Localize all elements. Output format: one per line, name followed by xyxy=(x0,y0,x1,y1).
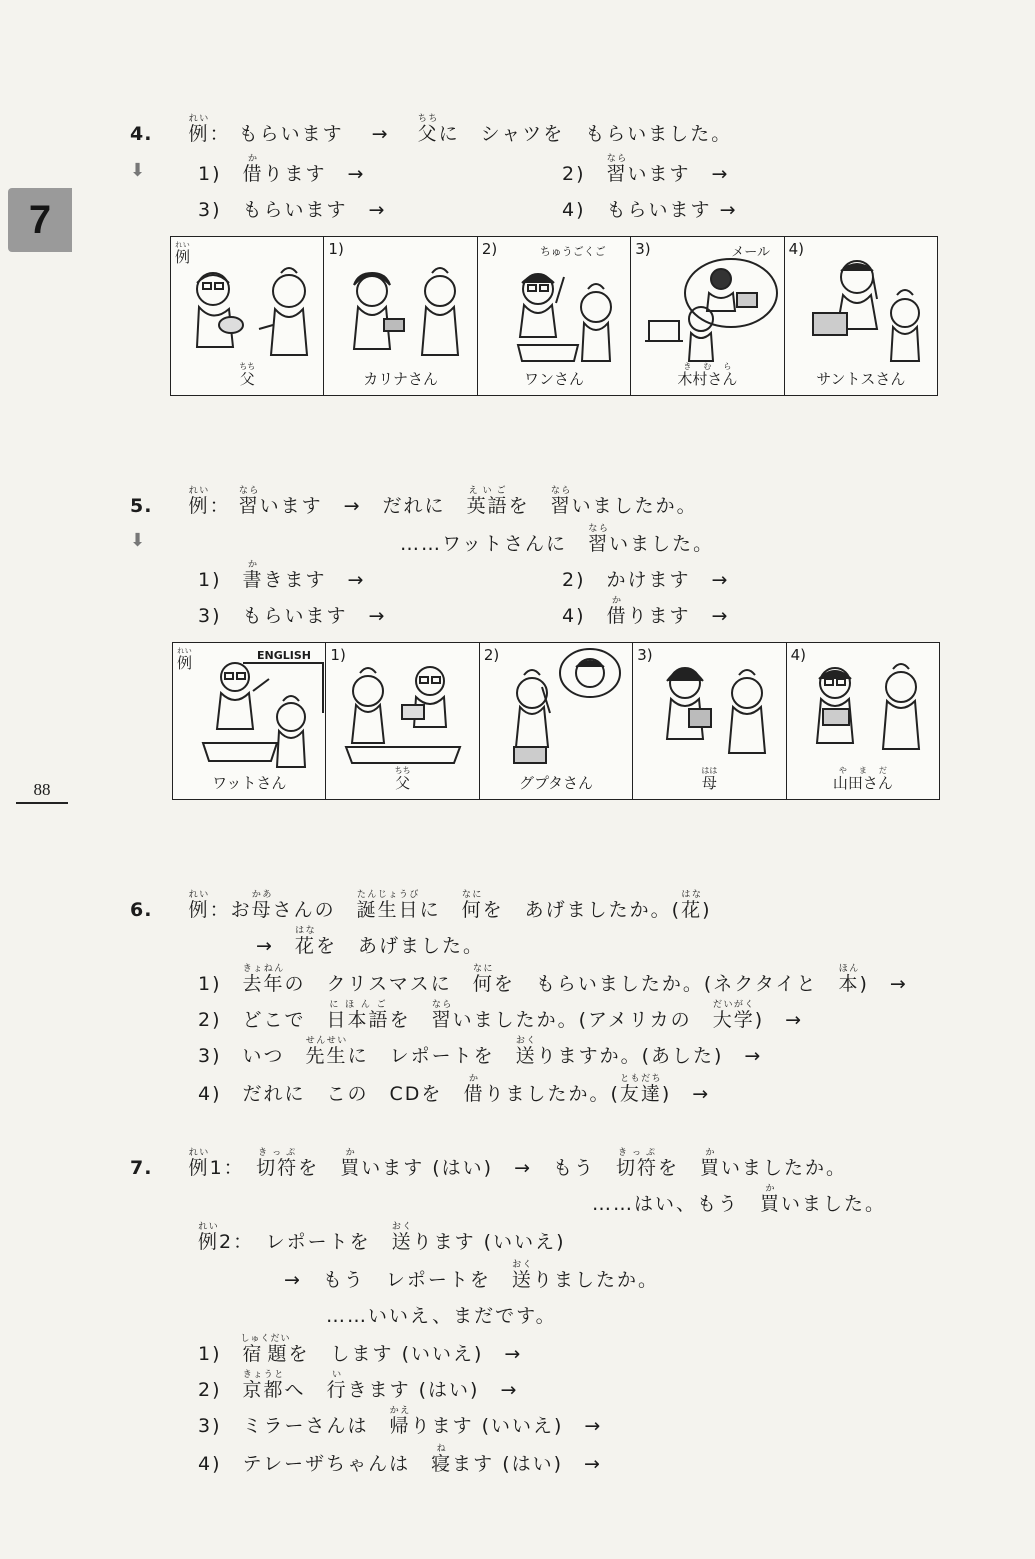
santos-phone-call-illustration xyxy=(785,237,937,367)
karina-gives-book-illustration xyxy=(324,237,476,367)
ruby-word: 買か xyxy=(340,1148,362,1179)
ex5-panel-4-caption: 山田さんやまだ xyxy=(832,766,893,792)
ex5-panel-1: 1) 父ちち xyxy=(326,643,479,799)
ex4-panel-1: 1) カリナさん xyxy=(324,237,477,395)
ex5-item-4: 4) 借かります → xyxy=(562,596,730,627)
text-run: ) → xyxy=(754,1009,804,1031)
wang-teaching-illustration xyxy=(478,237,630,367)
ruby-word: 花はな xyxy=(294,926,316,957)
chapter-tab: 7 xyxy=(8,188,72,252)
text-run: ……いいえ、まだです。 xyxy=(326,1305,557,1327)
kimura-sends-email-illustration xyxy=(631,237,783,367)
ex5-panel-example-caption: ワットさん xyxy=(212,774,287,792)
ex4-example-label: 例れい xyxy=(188,114,210,145)
ruby-word: 誕生日たんじょうび xyxy=(356,890,420,921)
text-run: → xyxy=(256,935,295,957)
text-run: ： xyxy=(209,899,231,921)
ex4-panel-4: 4) サントスさん xyxy=(785,237,937,395)
ex4-panel-4-caption: サントスさん xyxy=(816,370,906,388)
text-run: 2： レポートを xyxy=(219,1231,392,1253)
ex5-item-3: 3) もらいます → xyxy=(198,605,387,627)
text-run: の クリスマスに xyxy=(284,973,473,995)
text-run: を あげましたか。( xyxy=(482,899,682,921)
ex4-panel-3: 3) メール 木村さんきむら xyxy=(631,237,784,395)
ruby-word: 京都きょうと xyxy=(242,1370,285,1401)
ex4-example-answer: に シャツを もらいました。 xyxy=(438,123,733,145)
email-label: メール xyxy=(731,245,770,260)
ruby-word: 寝ね xyxy=(431,1444,453,1475)
ruby-word: 行い xyxy=(326,1370,348,1401)
ex4-number: 4. xyxy=(130,123,153,145)
text-run: へ xyxy=(284,1379,327,1401)
text-run: ……はい、もう xyxy=(592,1193,761,1215)
page-number: 88 xyxy=(16,778,68,804)
ex7-example1-line: 7. 例れい1： 切符きっぷを 買かいます (はい) → もう 切符きっぷを 買かいましたか。 xyxy=(130,1148,848,1179)
ruby-word: 宿題しゅくだい xyxy=(240,1334,291,1365)
father-writing-illustration xyxy=(326,643,478,773)
ruby-word: 送おく xyxy=(515,1036,537,1067)
text-run: りますか。(あした) → xyxy=(536,1045,763,1067)
ex4-picture-strip xyxy=(170,236,938,396)
ex4-item-4: 4) もらいます → xyxy=(562,199,738,221)
text-run: きます (はい) → xyxy=(347,1379,519,1401)
ex4-panel-example: 例れい 父ちち xyxy=(171,237,324,395)
ex4-panel-3-caption: 木村さんきむら xyxy=(677,362,738,388)
ex5-panel-4: 4) 山田さんやまだ xyxy=(787,643,939,799)
text-run: りましたか。 xyxy=(532,1269,659,1291)
text-run: りましたか。( xyxy=(484,1083,620,1105)
text-run: だれに この CDを xyxy=(242,1083,464,1105)
ex4-panel-example-caption: 父ちち xyxy=(239,362,256,388)
ruby-word: 何なに xyxy=(472,964,494,995)
text-run: ます (はい) → xyxy=(452,1453,602,1475)
text-run: いましたか。(アメリカの xyxy=(452,1009,713,1031)
yamada-lends-book-illustration xyxy=(787,643,939,773)
ruby-word: 大学だいがく xyxy=(712,1000,755,1031)
ex4-panel-1-caption: カリナさん xyxy=(363,370,438,388)
ruby-word: 送おく xyxy=(511,1260,533,1291)
text-run: さんの xyxy=(272,899,357,921)
ex6-item-3: 3) いつ 先生せんせいに レポートを 送おくりますか。(あした) → xyxy=(198,1036,763,1067)
ruby-word: 何なに xyxy=(461,890,483,921)
text-run: ります (いいえ) → xyxy=(410,1415,603,1437)
ex4-item-2: 2) 習ならいます → xyxy=(562,154,730,185)
ex5-panel-example: 例れい ENGLISH ワットさん xyxy=(173,643,326,799)
ruby-word: 日本語にほんご xyxy=(326,1000,390,1031)
ex5-panel-1-caption: 父ちち xyxy=(394,766,411,792)
ex5-panel-2-caption: グプタさん xyxy=(519,774,593,792)
ex4-item-3: 3) もらいます → xyxy=(198,199,387,221)
ex5-item-1: 1) 書かきます → xyxy=(198,560,366,591)
ruby-word: 例れい xyxy=(198,1222,220,1253)
ex4-example-verb: もらいます xyxy=(238,123,344,145)
ex4-example-line: 4. 例れい： もらいます → 父ちちに シャツを もらいました。 xyxy=(130,114,733,145)
watt-teaching-english-illustration xyxy=(173,643,325,773)
down-arrow-icon: ⬇ xyxy=(130,530,146,551)
ex5-panel-3-caption: 母はは xyxy=(701,766,718,792)
text-run: どこで xyxy=(242,1009,327,1031)
text-run: を xyxy=(658,1157,701,1179)
text-run: を xyxy=(389,1009,432,1031)
ex4-panel-2: 2) ちゅうごくご ワンさん xyxy=(478,237,631,395)
ex7-item-3: 3) ミラーさんは 帰かえります (いいえ) → xyxy=(198,1406,603,1437)
ex7-item-4: 4) テレーザちゃんは 寝ねます (はい) → xyxy=(198,1444,602,1475)
text-run: お xyxy=(230,899,252,921)
ruby-word: 本ほん xyxy=(838,964,860,995)
text-run: → もう レポートを xyxy=(284,1269,512,1291)
text-run: いつ xyxy=(242,1045,306,1067)
ruby-word: 去年きょねん xyxy=(242,964,285,995)
ruby-word: 先生せんせい xyxy=(305,1036,348,1067)
text-run: ) → xyxy=(661,1083,711,1105)
text-run: ) xyxy=(702,899,712,921)
text-run: います (はい) → もう xyxy=(361,1157,616,1179)
text-run: ります (いいえ) xyxy=(412,1231,566,1253)
ruby-word: 友達ともだち xyxy=(619,1074,662,1105)
ex6-example-line: 6. 例れい：お母かあさんの 誕生日たんじょうびに 何なにを あげましたか。(花はな) xyxy=(130,890,712,921)
ex7-item-1: 1) 宿題しゅくだいを します (いいえ) → xyxy=(198,1334,523,1365)
text-run: テレーザちゃんは xyxy=(242,1453,432,1475)
text-run: 1： xyxy=(209,1157,257,1179)
ex4-panel-2-caption: ワンさん xyxy=(524,370,585,388)
ruby-word: 切符きっぷ xyxy=(616,1148,659,1179)
ruby-word: 例れい xyxy=(188,1148,210,1179)
ex6-item-1: 1) 去年きょねんの クリスマスに 何なにを もらいましたか。(ネクタイと 本ほん) → xyxy=(198,964,908,995)
ex4-item-1: 1) 借かります → xyxy=(198,154,366,185)
text-run: いました。 xyxy=(781,1193,887,1215)
text-run: を xyxy=(298,1157,341,1179)
ex5-panel-2: 2) グプタさん xyxy=(480,643,633,799)
ruby-word: 習なら xyxy=(431,1000,453,1031)
text-run: に レポートを xyxy=(347,1045,516,1067)
text-run: を あげました。 xyxy=(315,935,484,957)
gupta-phone-call-illustration xyxy=(480,643,632,773)
ruby-word: 借か xyxy=(463,1074,485,1105)
ex7-item-2: 2) 京都きょうとへ 行いきます (はい) → xyxy=(198,1370,519,1401)
ex5-item-2: 2) かけます → xyxy=(562,569,730,591)
ex5-example-line: 5. 例れい： 習ならいます → だれに 英語えいごを 習ならいましたか。 xyxy=(130,486,698,517)
speech-bubble-text: ちゅうごくご xyxy=(539,245,606,258)
ruby-word: 母かあ xyxy=(251,890,273,921)
text-run: を もらいましたか。(ネクタイと xyxy=(493,973,839,995)
father-gives-gift-illustration xyxy=(171,237,323,367)
text-run: ) → xyxy=(859,973,908,995)
ex5-panel-3: 3) 母はは xyxy=(633,643,786,799)
ex6-item-2: 2) どこで 日本語にほんごを 習ならいましたか。(アメリカの 大学だいがく) → xyxy=(198,1000,804,1031)
text-run: いましたか。 xyxy=(721,1157,848,1179)
ruby-word: 花はな xyxy=(681,890,703,921)
mother-gives-gift-illustration xyxy=(633,643,785,773)
text-run: ミラーさんは xyxy=(242,1415,390,1437)
ex5-picture-strip xyxy=(172,642,940,800)
ruby-word: 買か xyxy=(760,1184,782,1215)
ex5-example-answer: ……ワットさんに 習ならいました。 xyxy=(400,524,715,555)
text-run: を します (いいえ) → xyxy=(288,1343,523,1365)
ruby-word: 送おく xyxy=(391,1222,413,1253)
ex4-example-chichi: 父ちち xyxy=(417,114,439,145)
blackboard-text: ENGLISH xyxy=(257,649,311,662)
ex6-item-4: 4) だれに この CDを 借かりましたか。(友達ともだち) → xyxy=(198,1074,711,1105)
ruby-word: 買か xyxy=(700,1148,722,1179)
ruby-word: 切符きっぷ xyxy=(256,1148,299,1179)
text-run: に xyxy=(419,899,462,921)
down-arrow-icon: ⬇ xyxy=(130,160,146,181)
ruby-word: 帰かえ xyxy=(389,1406,411,1437)
ex7-example1-answer xyxy=(592,1180,886,1228)
